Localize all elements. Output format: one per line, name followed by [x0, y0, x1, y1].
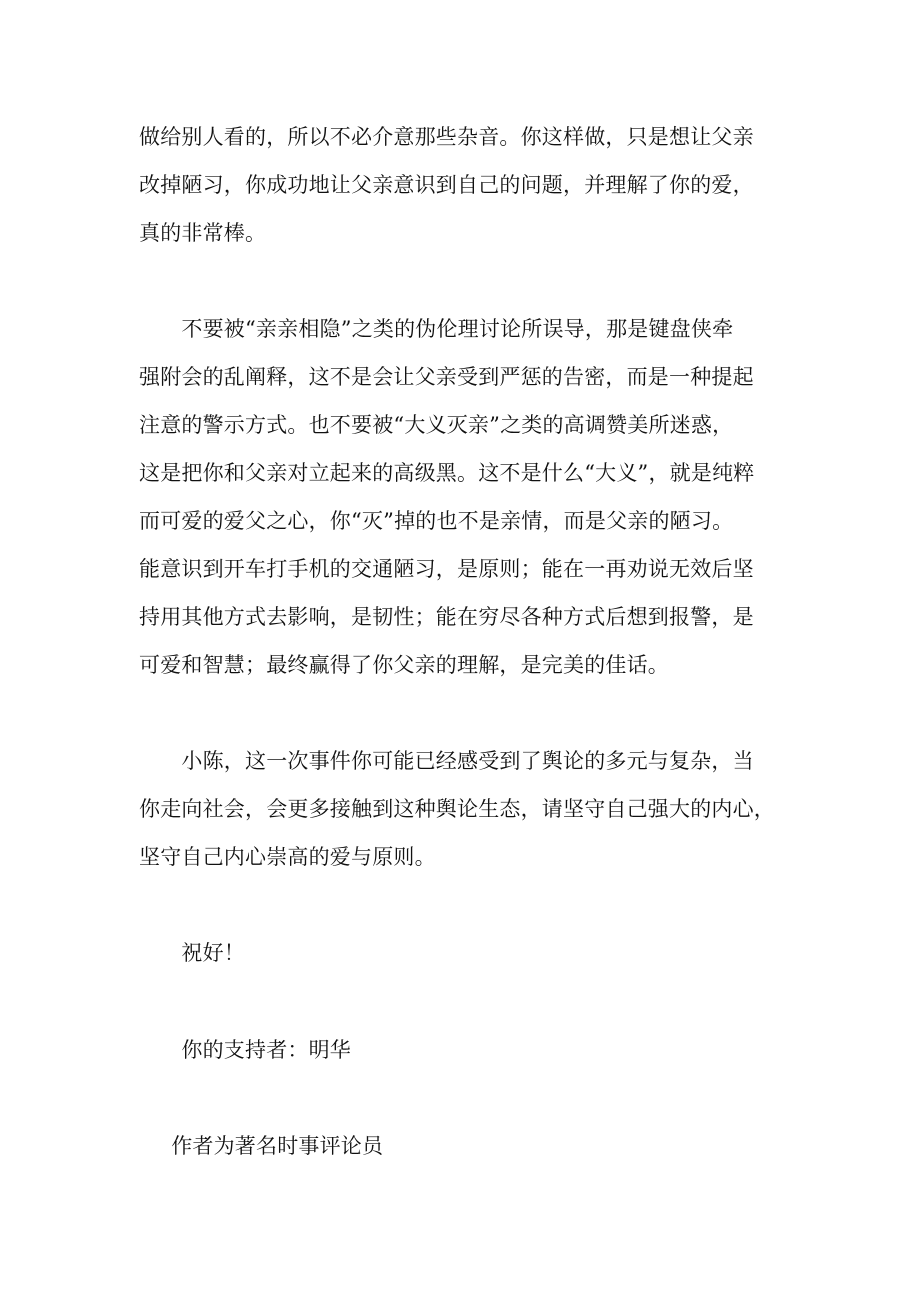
paragraph-2-line-8: 可爱和智慧；最终赢得了你父亲的理解，是完美的佳话。 [139, 653, 669, 677]
paragraph-3-line-3: 坚守自己内心崇高的爱与原则。 [139, 845, 436, 869]
paragraph-2-line-1: 不要被“亲亲相隐”之类的伪伦理讨论所误导，那是键盘侠牵 [139, 317, 734, 341]
paragraph-2-line-3: 注意的警示方式。也不要被“大义灭亲”之类的高调赞美所迷惑， [139, 413, 734, 437]
closing-greeting: 祝好！ [139, 941, 245, 965]
paragraph-1-line-1: 做给别人看的，所以不必介意那些杂音。你这样做，只是想让父亲 [139, 125, 754, 149]
closing-signature: 你的支持者：明华 [139, 1038, 351, 1062]
paragraph-2-line-6: 能意识到开车打手机的交通陋习，是原则；能在一再劝说无效后坚 [139, 557, 754, 581]
paragraph-1-line-3: 真的非常棒。 [139, 221, 267, 245]
paragraph-2-line-5: 而可爱的爱父之心，你“灭”掉的也不是亲情，而是父亲的陋习。 [139, 509, 734, 533]
paragraph-2-line-4: 这是把你和父亲对立起来的高级黑。这不是什么“大义”，就是纯粹 [139, 461, 755, 485]
author-note: 作者为著名时事评论员 [150, 1134, 384, 1158]
paragraph-3-line-1: 小陈，这一次事件你可能已经感受到了舆论的多元与复杂，当 [139, 749, 754, 773]
paragraph-2-line-2: 强附会的乱阐释，这不是会让父亲受到严惩的告密，而是一种提起 [139, 365, 754, 389]
paragraph-2-line-7: 持用其他方式去影响，是韧性；能在穷尽各种方式后想到报警，是 [139, 605, 754, 629]
paragraph-3-line-2: 你走向社会，会更多接触到这种舆论生态，请坚守自己强大的内心， [139, 797, 775, 821]
paragraph-1-line-2: 改掉陋习，你成功地让父亲意识到自己的问题，并理解了你的爱， [139, 173, 754, 197]
